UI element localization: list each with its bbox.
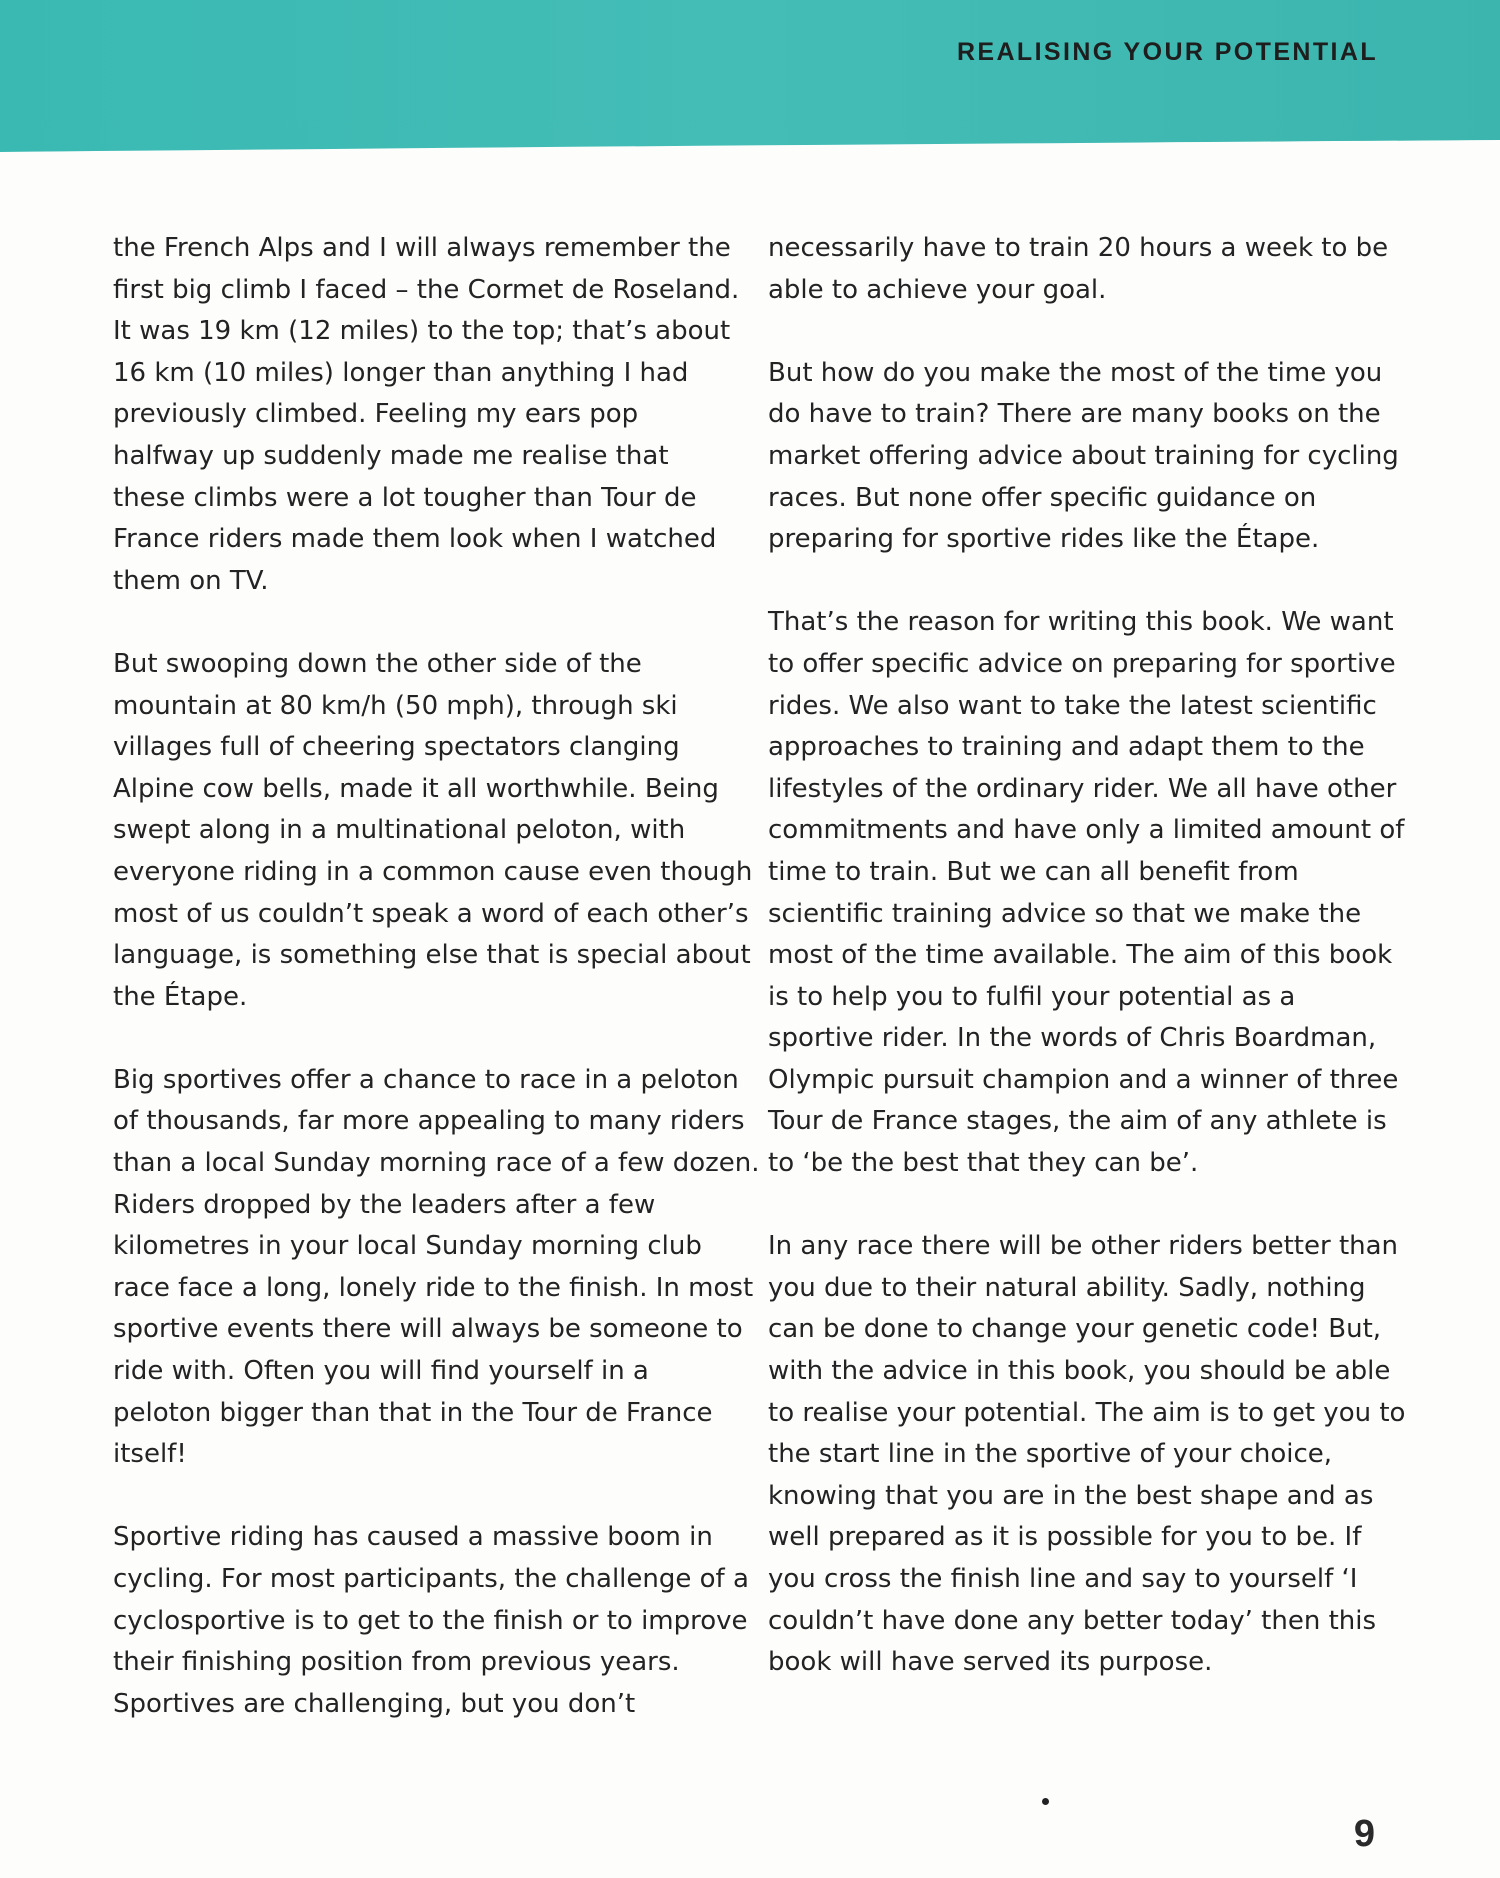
text-line: with the advice in this book, you should be able (768, 1356, 1391, 1387)
text-line: to realise your potential. The aim is to get you to (768, 1397, 1406, 1428)
text-line: 16 km (10 miles) longer than anything I had (113, 357, 689, 388)
text-line: able to achieve your goal. (768, 274, 1107, 305)
text-line: language, is something else that is special about (113, 940, 751, 971)
text-line: is to help you to fulfil your potential as a (768, 981, 1296, 1012)
paragraph (113, 228, 743, 602)
text-line: commitments and have only a limited amount of (768, 815, 1405, 846)
text-line: But how do you make the most of the time you (768, 357, 1383, 388)
text-line: ride with. Often you will find yourself in a (113, 1356, 649, 1387)
text-line: the start line in the sportive of your choice, (768, 1439, 1333, 1470)
text-line: approaches to training and adapt them to the (768, 732, 1365, 763)
text-line: their finishing position from previous years. (113, 1647, 680, 1678)
paragraph (768, 228, 1398, 311)
text-line: villages full of cheering spectators clanging (113, 732, 680, 763)
text-line: Tour de France stages, the aim of any athlete is (768, 1106, 1387, 1137)
text-line: than a local Sunday morning race of a few dozen. (113, 1148, 760, 1179)
paragraph (113, 1517, 749, 1725)
text-line: It was 19 km (12 miles) to the top; that’s about (113, 316, 731, 347)
text-line: cyclosportive is to get to the finish or to improve (113, 1605, 748, 1636)
text-line: race face a long, lonely ride to the finish. In most (113, 1272, 754, 1303)
text-line: That’s the reason for writing this book. We want (768, 607, 1394, 638)
running-header-title: REALISING YOUR POTENTIAL (956, 38, 1378, 66)
text-line: Olympic pursuit champion and a winner of three (768, 1064, 1399, 1095)
text-line: them on TV. (113, 565, 269, 596)
paragraph (768, 602, 1405, 1184)
right-column (768, 228, 1406, 1684)
left-column (113, 228, 760, 1725)
text-line: lifestyles of the ordinary rider. We all have other (768, 773, 1397, 804)
text-line: peloton bigger than that in the Tour de France (113, 1397, 713, 1428)
text-line: In any race there will be other riders better than (768, 1231, 1399, 1262)
text-line: But swooping down the other side of the (113, 648, 642, 679)
text-line: swept along in a multinational peloton, with (113, 815, 686, 846)
text-line: scientific training advice so that we make the (768, 898, 1362, 929)
page-number: 9 (1353, 1813, 1375, 1855)
text-line: France riders made them look when I watched (113, 524, 717, 555)
text-line: knowing that you are in the best shape and as (768, 1480, 1374, 1511)
text-line: these climbs were a lot tougher than Tour de (113, 482, 697, 513)
text-line: Alpine cow bells, made it all worthwhile. Being (113, 773, 719, 804)
text-line: the French Alps and I will always remember the (113, 233, 731, 263)
text-line: mountain at 80 km/h (50 mph), through ski (113, 690, 678, 721)
text-line: do have to train? There are many books on the (768, 399, 1381, 430)
text-line: first big climb I faced – the Cormet de Roseland. (113, 274, 740, 305)
text-line: well prepared as it is possible for you to be. If (768, 1522, 1362, 1553)
header-band (0, 0, 1500, 155)
text-line: couldn’t have done any better today’ then this (768, 1605, 1377, 1636)
text-line: Sportives are challenging, but you don’t (113, 1688, 636, 1719)
text-line: Big sportives offer a chance to race in a peloton (113, 1064, 739, 1095)
text-line: to ‘be the best that they can be’. (768, 1148, 1199, 1179)
text-line: sportive events there will always be someone to (113, 1314, 743, 1345)
text-line: most of us couldn’t speak a word of each other’s (113, 898, 749, 929)
text-line: everyone riding in a common cause even though (113, 856, 753, 887)
text-line: necessarily have to train 20 hours a week to be (768, 233, 1389, 263)
text-line: rides. We also want to take the latest scientific (768, 690, 1377, 721)
paragraph (113, 644, 753, 1018)
text-line: book will have served its purpose. (768, 1647, 1213, 1678)
text-line: halfway up suddenly made me realise that (113, 440, 669, 471)
text-line: you cross the finish line and say to yourself ‘I (768, 1564, 1358, 1594)
text-line: itself! (113, 1439, 187, 1470)
print-speck (1042, 1798, 1049, 1805)
text-line: you due to their natural ability. Sadly, nothing (768, 1272, 1366, 1303)
text-line: to offer specific advice on preparing for sportive (768, 648, 1396, 679)
text-line: Riders dropped by the leaders after a few (113, 1189, 656, 1220)
text-line: sportive rider. In the words of Chris Boardman, (768, 1023, 1377, 1054)
text-line: kilometres in your local Sunday morning club (113, 1231, 702, 1262)
text-line: of thousands, far more appealing to many riders (113, 1106, 745, 1137)
text-line: most of the time available. The aim of this book (768, 940, 1393, 971)
text-line: the Étape. (113, 981, 248, 1012)
text-line: races. But none offer specific guidance on (768, 482, 1317, 513)
paragraph (768, 1226, 1406, 1684)
text-line: can be done to change your genetic code! But, (768, 1314, 1382, 1345)
paragraph (768, 353, 1398, 561)
paragraph (113, 1060, 760, 1476)
text-line: preparing for sportive rides like the Étape. (768, 524, 1320, 555)
text-line: time to train. But we can all benefit from (768, 856, 1299, 887)
text-line: previously climbed. Feeling my ears pop (113, 399, 639, 430)
text-line: market offering advice about training for cycling (768, 440, 1399, 471)
text-line: cycling. For most participants, the challenge of a (113, 1564, 749, 1594)
text-line: Sportive riding has caused a massive boom in (113, 1522, 713, 1553)
